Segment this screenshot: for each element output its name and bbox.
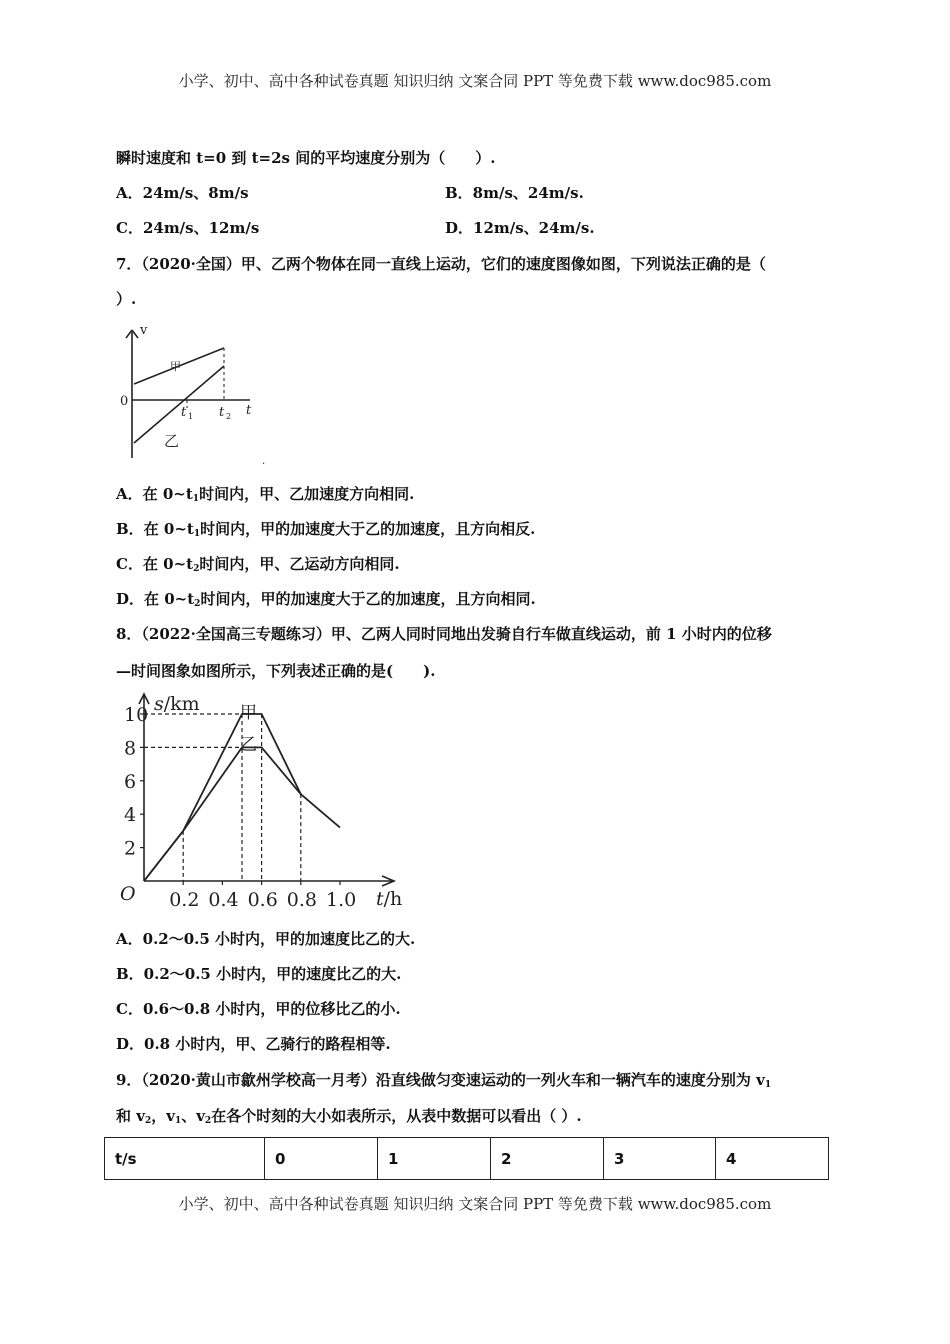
q7-stem-line1: 7．（2020·全国）甲、乙两个物体在同一直线上运动，它们的速度图像如图，下列说法正确的是（: [116, 255, 766, 273]
q7-option-d: D．在 $0\sim t_2$时间内，甲的加速度大于乙的加速度，且方向相同.: [116, 590, 536, 609]
q8-x-tick-label: 0.8: [286, 889, 318, 911]
q7-t1-sub: 1: [188, 412, 194, 421]
svg-text:s/km: [154, 693, 200, 715]
q7-t2-label: t: [219, 405, 225, 420]
page-footer: 小学、初中、高中各种试卷真题 知识归纳 文案合同 PPT 等免费下载 www.doc985.com: [178, 1195, 772, 1213]
q8-x-unit: /h: [383, 888, 403, 910]
q8-y-unit: /km: [163, 693, 200, 715]
q8-option-d: D．0.8 小时内，甲、乙骑行的路程相等.: [116, 1035, 391, 1053]
q7-option-c: C．在 $0\sim t_2$时间内，甲、乙运动方向相同.: [116, 555, 400, 574]
table-cell: t/s: [105, 1138, 265, 1180]
q8-x-tick-label: 1.0: [326, 889, 357, 911]
q6-option-b: B．8m/s、24m/s.: [445, 184, 584, 202]
q7-yi-label: 乙: [164, 432, 180, 450]
q8-y-tick-label: 4: [124, 804, 137, 827]
q7-option-b: B．在 $0\sim t_1$时间内，甲的加速度大于乙的加速度，且方向相反.: [116, 520, 536, 539]
table-cell: 1: [378, 1138, 491, 1180]
q8-y-var: s: [154, 693, 164, 715]
q8-jia-label: 甲: [240, 703, 257, 723]
q7-fig-dot: .: [262, 456, 266, 467]
q8-series-yi-line: [144, 747, 301, 881]
q8-option-a: A．0.2～0.5 小时内，甲的加速度比乙的大.: [116, 930, 416, 948]
q7-origin-label: 0: [120, 394, 129, 409]
table-cell: 2: [491, 1138, 604, 1180]
q8-stem-line2: —时间图象如图所示，下列表述正确的是( ).: [116, 662, 436, 680]
q8-y-tick-label: 8: [124, 737, 137, 760]
q7-t2-sub: 2: [226, 412, 232, 421]
q8-x-tick-label: 0.6: [247, 889, 278, 911]
q6-option-d: D．12m/s、24m/s.: [445, 219, 595, 237]
q8-origin-label: O: [120, 883, 136, 905]
q6-option-c: C．24m/s、12m/s: [116, 219, 260, 237]
q8-x-var: t: [376, 888, 384, 910]
q9-stem-line2: 和 $v_2$，$v_1$、$v_2$在各个时刻的大小如表所示，从表中数据可以看出（ ）.: [116, 1107, 582, 1126]
q8-yi-label: 乙: [240, 735, 257, 755]
table-cell: 3: [604, 1138, 716, 1180]
q7-option-a: A．在 $0\sim t_1$时间内，甲、乙加速度方向相同.: [116, 485, 415, 504]
table-row: [105, 1138, 829, 1180]
q7-v-label: v: [140, 323, 148, 338]
q7-t1-label: t: [181, 405, 187, 420]
q7-velocity-graph: [110, 318, 280, 468]
page-header: 小学、初中、高中各种试卷真题 知识归纳 文案合同 PPT 等免费下载 www.doc985.com: [178, 72, 772, 90]
q6-option-a: A．24m/s、8m/s: [116, 184, 249, 202]
q8-y-tick-label: 2: [124, 837, 137, 860]
q8-option-c: C．0.6～0.8 小时内，甲的位移比乙的小.: [116, 1000, 401, 1018]
q8-x-tick-label: 0.4: [208, 889, 239, 911]
q8-x-tick-label: 0.2: [169, 889, 200, 911]
q9-speed-table: [104, 1137, 829, 1180]
q9-stem-line1: 9．（2020·黄山市歙州学校高一月考）沿直线做匀变速运动的一列火车和一辆汽车的速度分别为 $v_1$: [116, 1071, 772, 1090]
q8-displacement-chart: [110, 688, 410, 913]
q7-jia-label: 甲: [170, 360, 181, 373]
q8-option-b: B．0.2～0.5 小时内，甲的速度比乙的大.: [116, 965, 402, 983]
q6-stem: 瞬时速度和 t=0 到 t=2s 间的平均速度分别为（ ）.: [116, 149, 496, 167]
table-cell: 4: [716, 1138, 829, 1180]
q7-stem-line2: ）.: [116, 290, 137, 308]
q8-y-tick-label: 6: [124, 770, 137, 793]
q7-t-label: t: [246, 403, 252, 418]
q8-y-tick-label: 10: [124, 704, 149, 726]
svg-text:t/h: [376, 888, 402, 910]
table-cell: 0: [265, 1138, 378, 1180]
q8-stem-line1: 8．（2022·全国高三专题练习）甲、乙两人同时同地出发骑自行车做直线运动，前 1 小时内的位移: [116, 625, 772, 643]
